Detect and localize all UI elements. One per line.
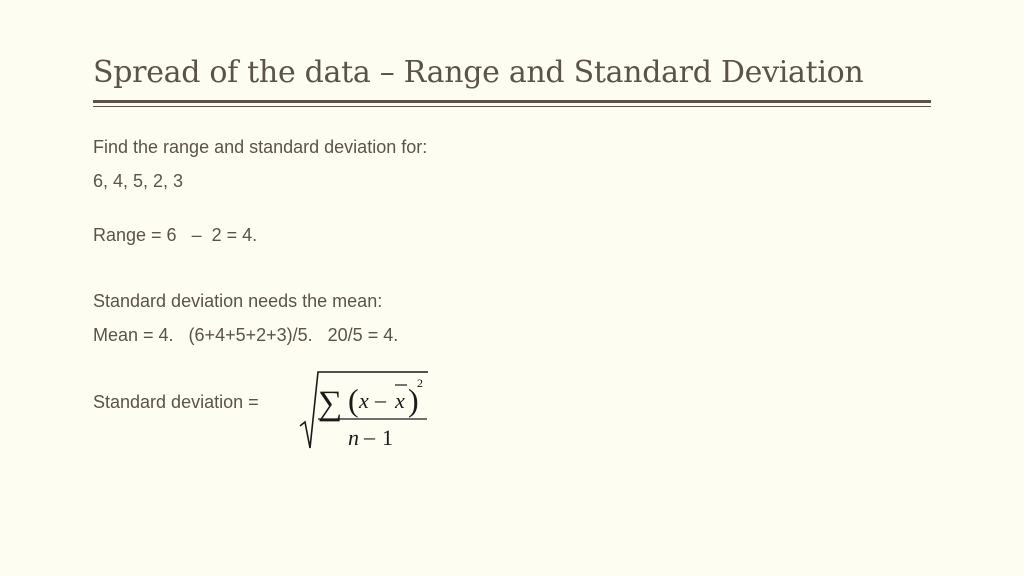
denominator-minus: –: [364, 424, 375, 449]
one-digit: 1: [382, 425, 393, 450]
prompt-text: Find the range and standard deviation for:: [93, 137, 428, 157]
dataset-text: 6, 4, 5, 2, 3: [93, 171, 184, 191]
title-underline-thin: [93, 106, 931, 107]
sum-symbol: ∑: [318, 385, 343, 422]
sd-label: Standard deviation =: [93, 392, 259, 412]
left-paren: (: [348, 382, 359, 418]
sd-formula: [296, 368, 436, 454]
minus-sign: –: [375, 387, 386, 412]
sd-intro-text: Standard deviation needs the mean:: [93, 291, 383, 311]
mean-line: Mean = 4. (6+4+5+2+3)/5. 20/5 = 4.: [93, 325, 399, 345]
range-line: Range = 6 – 2 = 4.: [93, 225, 258, 245]
n-variable: n: [348, 425, 359, 450]
exponent: 2: [417, 376, 423, 390]
right-paren: ): [408, 382, 419, 418]
x-variable: x: [359, 388, 369, 413]
x-bar-variable: x: [395, 388, 405, 413]
title-underline-thick: [93, 100, 931, 103]
slide-title: Spread of the data – Range and Standard Deviation: [93, 55, 864, 90]
